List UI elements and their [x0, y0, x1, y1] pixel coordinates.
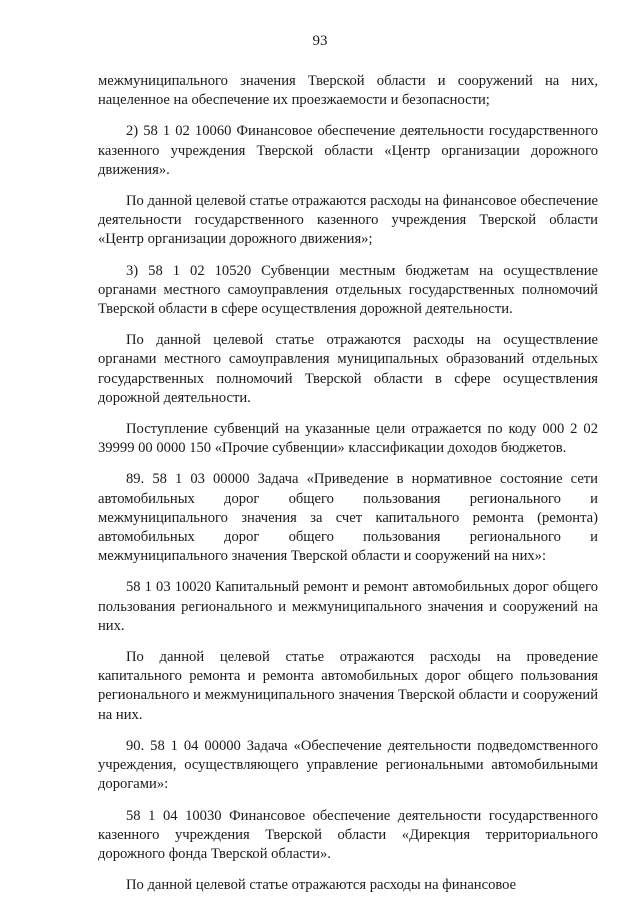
- paragraph-item-89: 89. 58 1 03 00000 Задача «Приведение в нормативное состояние сети автомобильных дорог общего пользования регионального и межмуниципального значения за счет капитального ремонта (ремонта) автомобильных дорог общего пользования регионального и межмуниципального значения Тверской области и сооружений на них»:: [98, 471, 598, 565]
- paragraph-description-10520: По данной целевой статье отражаются расходы на осуществление органами местного самоуправления муниципальных образований отдельных государственных полномочий Тверской области в сфере осуществления дорожной деятельности.: [98, 332, 598, 406]
- paragraph-description-10060: По данной целевой статье отражаются расходы на финансовое обеспечение деятельности государственного казенного учреждения Тверской области «Центр организации дорожного движения»;: [98, 193, 598, 248]
- paragraph-subventions-income: Поступление субвенций на указанные цели отражается по коду 000 2 02 39999 00 0000 150 «Прочие субвенции» классификации доходов бюджетов.: [98, 421, 598, 457]
- paragraph-continuation: межмуниципального значения Тверской области и сооружений на них, нацеленное на обеспечение их проезжаемости и безопасности;: [98, 73, 598, 109]
- page-number: 93: [312, 33, 328, 49]
- paragraph-target-article-10030: 58 1 04 10030 Финансовое обеспечение деятельности государственного казенного учреждения Тверской области «Дирекция территориального дорожного фонда Тверской области».: [98, 807, 598, 862]
- paragraph-description-10030: По данной целевой статье отражаются расходы на финансовое: [126, 877, 517, 894]
- paragraph-item-90: 90. 58 1 04 00000 Задача «Обеспечение деятельности подведомственного учреждения, осуществляющего управление региональными автомобильными дорогами»:: [98, 737, 598, 793]
- document-body: [98, 72, 598, 907]
- paragraph-target-article-10020: 58 1 03 10020 Капитальный ремонт и ремонт автомобильных дорог общего пользования регионального и межмуниципального значения и сооружений на них.: [98, 579, 598, 634]
- paragraph-description-10020: По данной целевой статье отражаются расходы на проведение капитального ремонта и ремонта автомобильных дорог общего пользования регионального и межмуниципального значения Тверской области и сооружений на них.: [98, 649, 598, 723]
- paragraph-target-article-10520: 3) 58 1 02 10520 Субвенции местным бюджетам на осуществление органами местного самоуправления отдельных государственных полномочий Тверской области в сфере осуществления дорожной деятельности.: [98, 262, 598, 318]
- paragraph-target-article-10060: 2) 58 1 02 10060 Финансовое обеспечение деятельности государственного казенного учреждения Тверской области «Центр организации дорожного движения».: [98, 123, 598, 178]
